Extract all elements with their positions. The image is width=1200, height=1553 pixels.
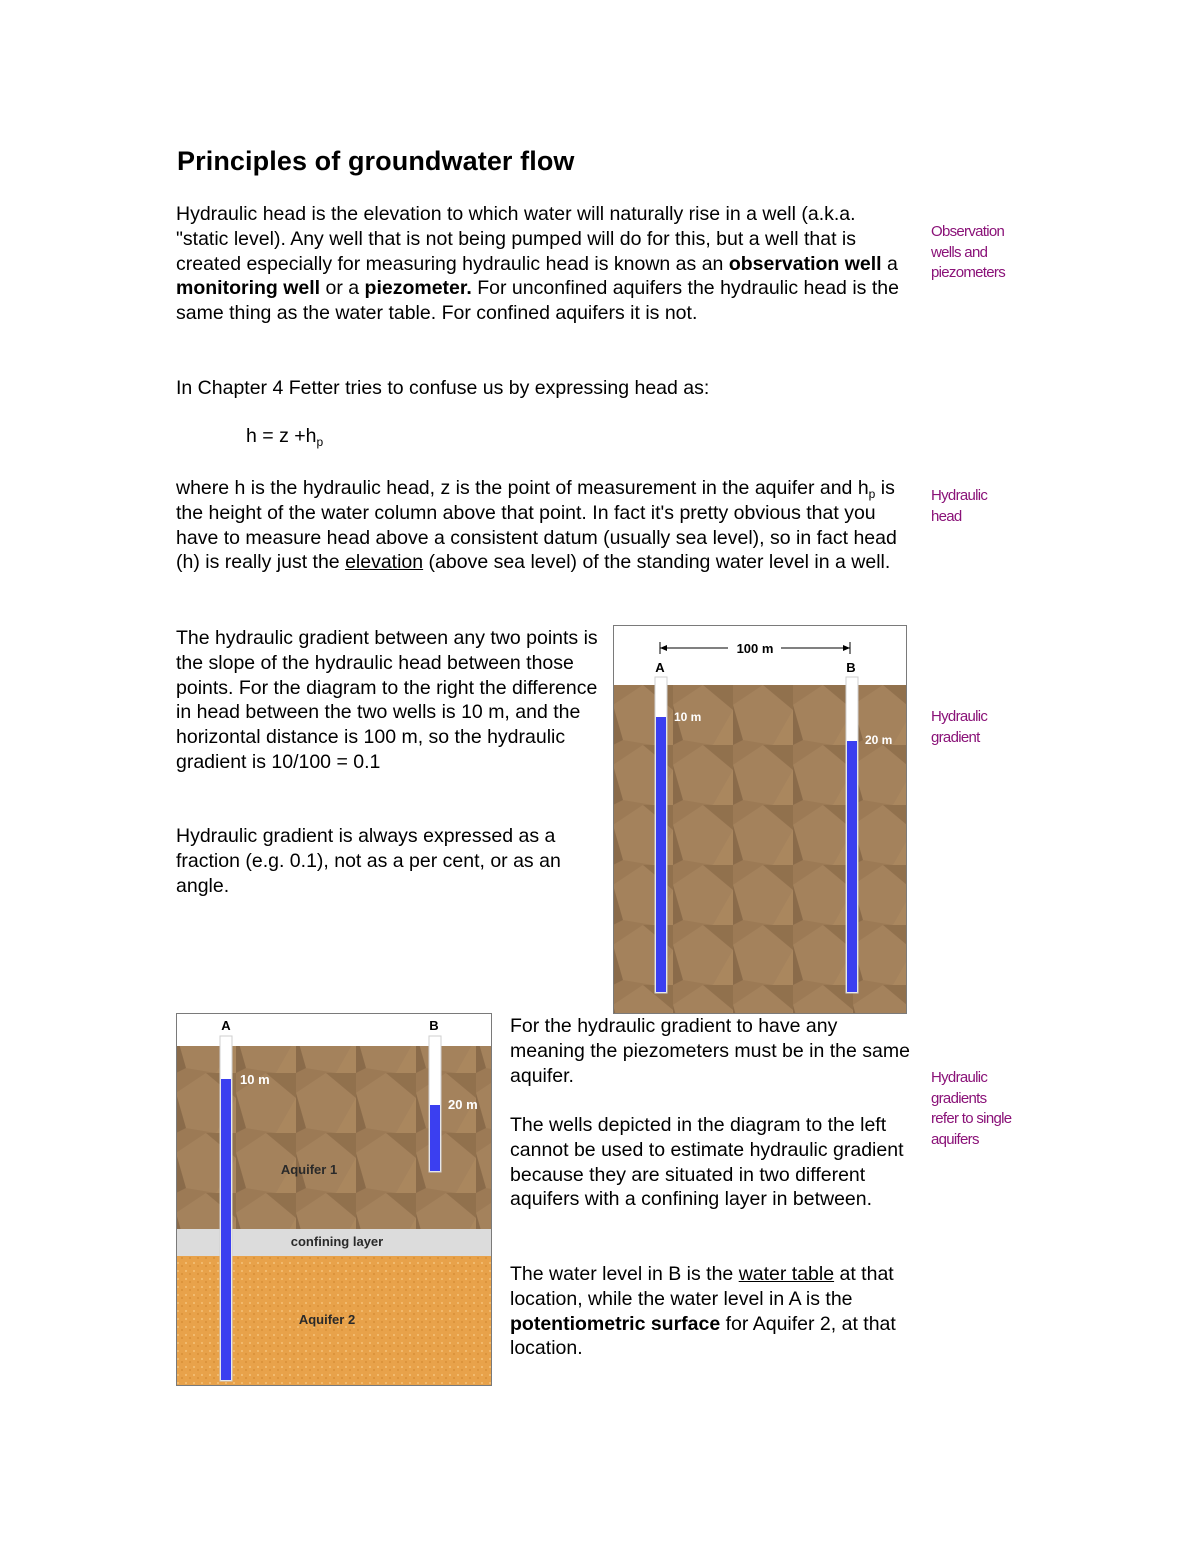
margin-note-hydraulic-head: [931, 486, 1041, 527]
confining-layer-label: confining layer: [290, 1234, 384, 1249]
well-a-water: [656, 717, 666, 992]
well-b-water: [847, 741, 857, 992]
head-formula: [246, 424, 323, 454]
paragraph-chapter4: In Chapter 4 Fetter tries to confuse us by expressing head as:: [176, 377, 710, 399]
aquifer-2-label: Aquifer 2: [298, 1312, 356, 1327]
text-run: at that location, while the water level in A is the: [510, 1263, 894, 1310]
margin-note-single-aquifers: [931, 1068, 1041, 1150]
paragraph-same-aquifer: For the hydraulic gradient to have any meaning the piezometers must be in the same aquifer.: [510, 1015, 910, 1087]
paragraph-hydraulic-head: [176, 202, 906, 326]
term-monitoring-well: monitoring well: [176, 277, 321, 300]
text-run: For unconfined aquifers the hydraulic head is the same thing as the water table. For confined aquifers it is not.: [176, 277, 899, 325]
note-line: Hydraulic: [931, 708, 988, 725]
text-run: a: [881, 252, 898, 275]
paragraph-formula-explanation: [176, 476, 906, 575]
note-line: piezometers: [931, 264, 1006, 281]
text-run: or a: [320, 277, 365, 300]
term-potentiometric-surface: potentiometric surface: [510, 1312, 721, 1335]
text-run: is the height of the water column above that point. In fact it's pretty obvious that you have to measure head above a consistent datum (usually sea level), so in fact head (h) is really just the: [176, 477, 897, 574]
well-b-label: B: [429, 1018, 439, 1033]
note-line: Observation: [931, 223, 1005, 240]
paragraph-gradient-definition: The hydraulic gradient between any two points is the slope of the hydraulic head between those points. For the diagram to the right the difference in head between the two wells is 10 m, and the horizontal distance is 100 m, so the hydraulic gradient is 10/100 = 0.1: [176, 627, 598, 773]
paragraph-gradient-fraction: Hydraulic gradient is always expressed as a fraction (e.g. 0.1), not as a per cent, or as an angle.: [176, 825, 561, 897]
term-piezometer: piezometer.: [364, 277, 472, 300]
formula-subscript: p: [316, 435, 324, 449]
well-a-water: [221, 1079, 231, 1380]
depth-a-label: 10 m: [674, 710, 702, 724]
margin-note-hydraulic-gradient: [931, 707, 1041, 748]
depth-b-label: 20 m: [865, 733, 893, 747]
paragraph-two-aquifers: The wells depicted in the diagram to the left cannot be used to estimate hydraulic gradient because they are situated in two different aquifers with a confining layer in between.: [510, 1114, 904, 1211]
underlined-elevation: elevation: [345, 551, 424, 574]
diagram-hydraulic-gradient-svg: [613, 625, 907, 1014]
diagram-two-aquifers-svg: [176, 1013, 492, 1386]
diagram-hydraulic-gradient: [613, 625, 907, 1014]
text-run: (above sea level) of the standing water level in a well.: [423, 551, 891, 574]
note-line: aquifers: [931, 1130, 979, 1148]
text-run: for Aquifer 2, at that location.: [510, 1312, 896, 1360]
page-title: Principles of groundwater flow: [177, 146, 575, 176]
well-a-label: A: [655, 660, 665, 675]
margin-note-observation-wells: [931, 222, 1041, 284]
text-run: The water level in B is the: [510, 1263, 739, 1285]
aquifer-1-label: Aquifer 1: [280, 1162, 338, 1177]
diagram-two-aquifers: [176, 1013, 492, 1386]
term-observation-well: observation well: [728, 252, 882, 275]
formula-main: h = z +h: [246, 425, 317, 447]
depth-b-label: 20 m: [448, 1097, 478, 1112]
text-run: where h is the hydraulic head, z is the point of measurement in the aquifer and h: [176, 477, 869, 499]
distance-label: 100 m: [736, 641, 774, 656]
well-a-label: A: [221, 1018, 231, 1033]
note-line: Hydraulic: [931, 1069, 988, 1086]
paragraph-water-table: [510, 1262, 910, 1361]
note-line: Hydraulic: [931, 487, 988, 504]
note-line: gradient: [931, 728, 980, 746]
well-b-water: [430, 1105, 440, 1171]
well-b-label: B: [846, 660, 856, 675]
note-line: wells and: [931, 243, 988, 261]
subscript-p: p: [868, 487, 876, 501]
underlined-water-table: water table: [738, 1263, 835, 1285]
note-line: gradients: [931, 1089, 987, 1107]
text-run: Hydraulic head is the elevation to which water will naturally rise in a well (a.k.a. "static level). Any well that is not being pumped will do for this, but a well that is created especially for measuring hydraulic head is known as an: [176, 203, 857, 275]
note-line: refer to single: [931, 1110, 1012, 1127]
note-line: head: [931, 507, 962, 525]
depth-a-label: 10 m: [240, 1072, 270, 1087]
